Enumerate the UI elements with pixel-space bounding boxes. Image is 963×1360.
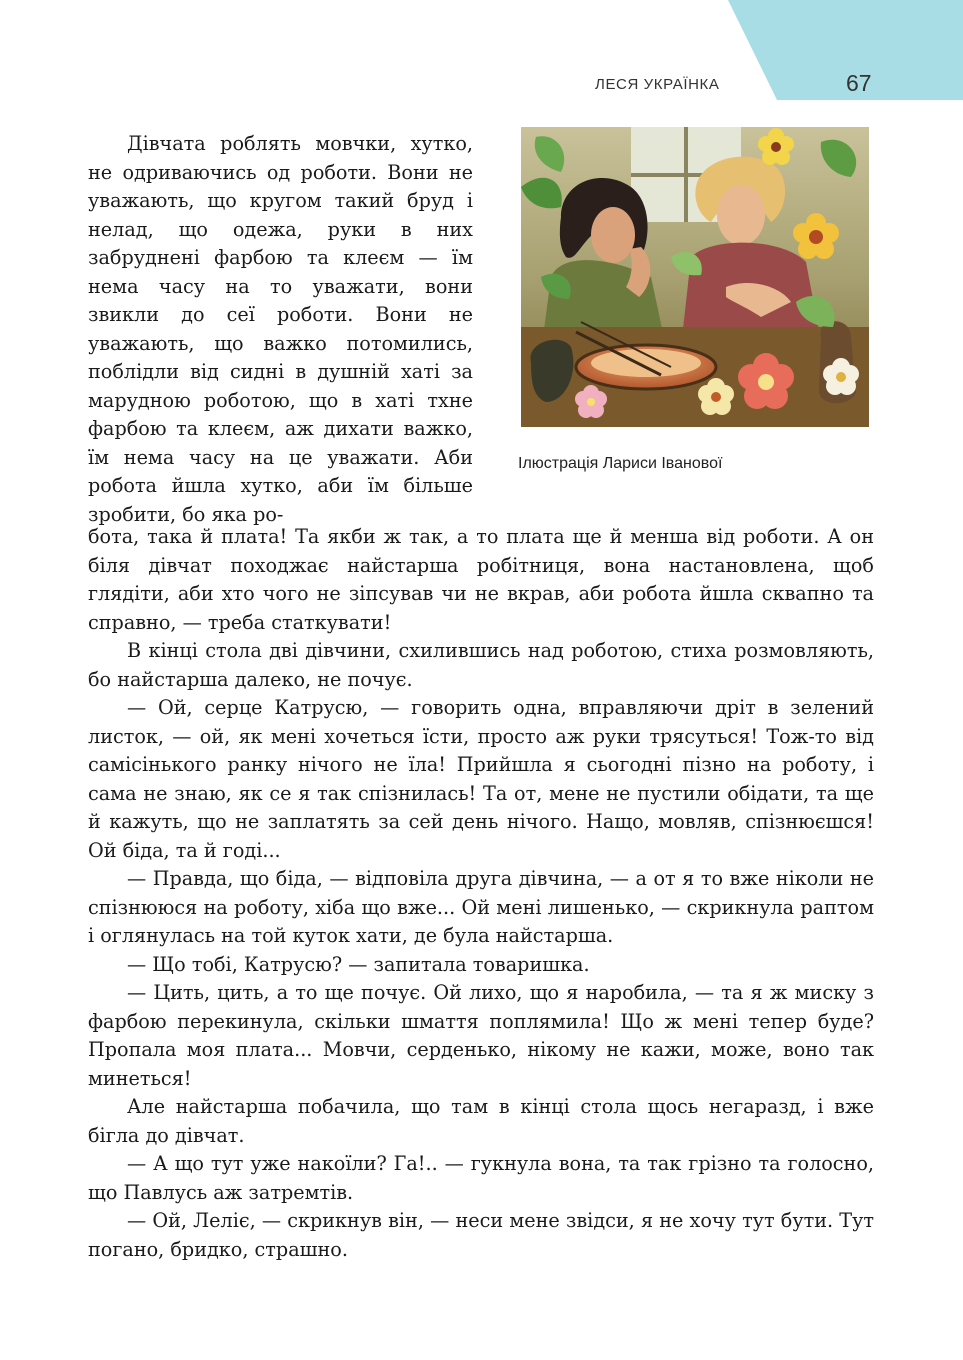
running-head: ЛЕСЯ УКРАЇНКА — [595, 76, 720, 93]
illustration-caption: Ілюстрація Лариси Іванової — [518, 455, 723, 472]
paragraph: Але найстарша побачила, що там в кінці стола щось негаразд, і вже бігла до дівчат. — [88, 1095, 874, 1147]
page-number: 67 — [846, 70, 872, 96]
paragraph-1-part-b: бота, така й плата! Та якби ж так, а то плата ще й менша від роботи. А он біля дівчат походжає найстарша робітниця, вона настановлена, щоб глядіти, аби хто чого не зіпсував чи не вкрав, аби робота йшла сквапно та справно, — треба статкувати! — [88, 525, 874, 634]
body-text-full — [88, 523, 874, 1264]
paragraph: — Правда, що біда, — відповіла друга дівчина, — а от я то вже ніколи не спізнююся на роботу, хіба що вже... Ой мені лишенько, — скрикнула раптом і оглянулась на той куток хати, де була найстарша. — [88, 867, 874, 947]
paragraph: — А що тут уже накоїли? Га!.. — гукнула вона, та так грізно та голосно, що Павлусь аж затремтів. — [88, 1152, 874, 1204]
paragraph: В кінці стола дві дівчини, схилившись над роботою, стиха розмовляють, бо найстарша далеко, не почує. — [88, 639, 874, 691]
paragraph: — Ой, серце Катрусю, — говорить одна, вправляючи дріт в зелений листок, — ой, як мені хочеться їсти, просто аж руки трясуться! Тож-то від самісінького ранку нічого не їла! Прийшла я сьогодні пізно на роботу, і сама не знаю, як се я так спізнилась! Та от, мене не пустили обідати, та ще й кажуть, що не заплатять за сей день нічого. Нащо, мовляв, спізнюєшся! Ой біда, та й годі... — [88, 696, 874, 862]
illustration — [521, 127, 869, 427]
paragraph: — Що тобі, Катрусю? — запитала товаришка. — [127, 952, 590, 976]
body-text-wrapped — [88, 130, 473, 529]
paragraph: — Ой, Леліє, — скрикнув він, — неси мене звідси, я не хочу тут бути. Тут погано, бридко, страшно. — [88, 1209, 874, 1261]
paragraph: — Цить, цить, а то ще почує. Ой лихо, що я наробила, — та я ж миску з фарбою перекинула, скільки шмаття поплямила! Що ж мені тепер буде? Пропала моя плата... Мовчи, серденько, нікому не кажи, може, воно так минеться! — [88, 981, 874, 1090]
left-girl-face — [591, 207, 635, 263]
paragraph-1-part-a: Дівчата роблять мовчки, хутко, не одриваючись од роботи. Вони не уважають, що кругом такий бруд і нелад, що одежа, руки в них забруднені фарбою та клеєм — їм нема часу на то уважати, вони звикли до сеї роботи. Вони не уважають, що важко потомились, поблідли від сидні в душній хаті за марудною роботою, що в хаті тхне фарбою та клеєм, аж дихати важко, їм нема часу на це уважати. Аби робота йшла хутко, аби їм більше зробити, бо яка ро- — [88, 132, 473, 526]
corner-tab — [0, 0, 963, 110]
right-girl-face — [717, 185, 765, 245]
